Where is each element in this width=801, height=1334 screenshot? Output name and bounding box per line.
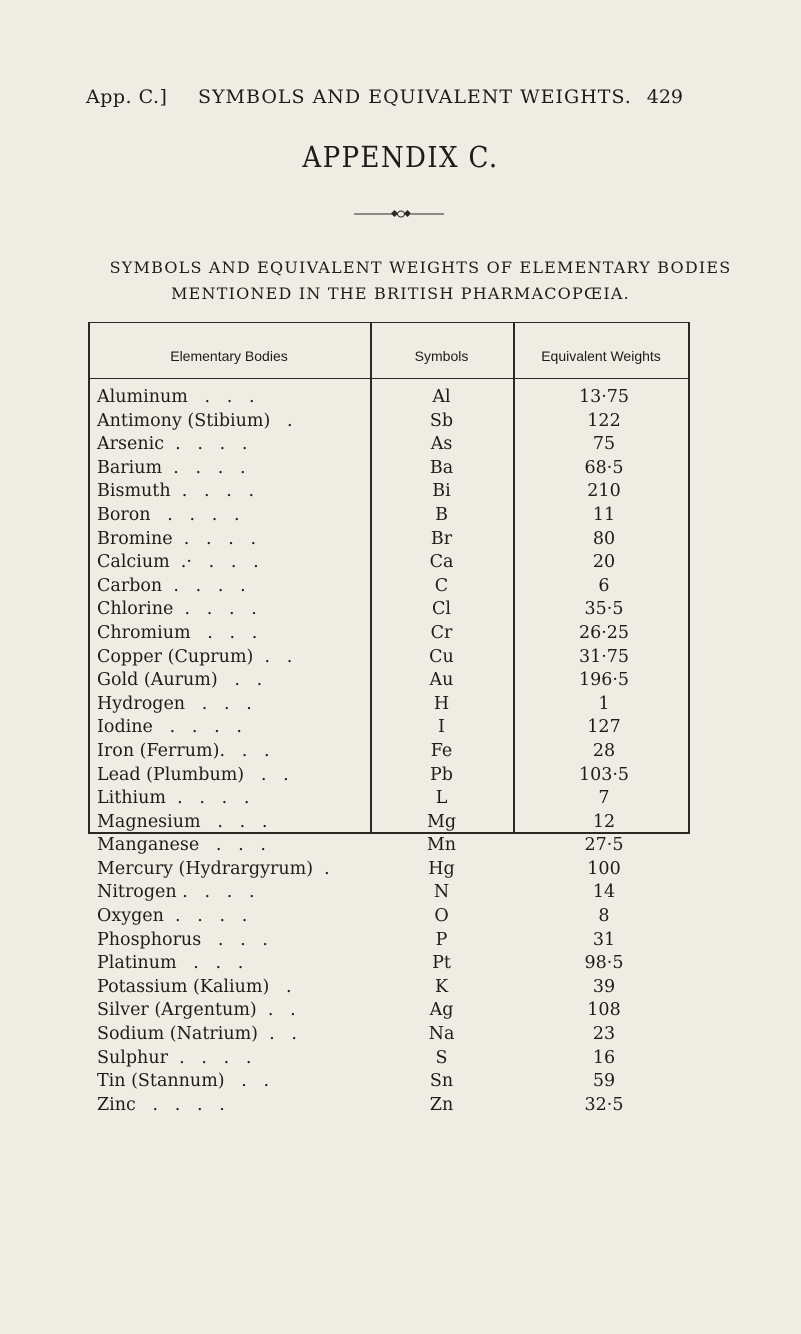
equivalent-weight: 108: [587, 1000, 621, 1021]
equivalent-weight: 12: [592, 811, 616, 832]
element-name: Gold (Aurum) . .: [97, 670, 263, 691]
equivalent-weight: 32·5: [584, 1094, 624, 1115]
element-name: Lithium . . . .: [97, 788, 250, 809]
running-head: [86, 86, 683, 116]
element-name: Aluminum . . .: [97, 387, 255, 407]
element-symbol: N: [433, 882, 450, 903]
equivalent-weight: 8: [598, 906, 610, 927]
table-row: [88, 764, 690, 788]
table-row: [88, 1023, 690, 1047]
element-symbol: Al: [432, 387, 451, 407]
element-name: Boron . . . .: [97, 504, 240, 525]
element-name: Sulphur . . . .: [97, 1047, 252, 1068]
equivalent-weight: 68·5: [584, 457, 624, 478]
element-symbol: Hg: [428, 858, 455, 879]
table-row: [88, 999, 690, 1023]
table-row: [88, 976, 690, 1000]
table-row: [88, 905, 690, 929]
element-name: Iodine . . . .: [97, 717, 242, 738]
table-row: [88, 669, 690, 693]
element-symbol: Pt: [432, 953, 451, 974]
equivalent-weight: 23: [592, 1024, 616, 1045]
element-symbol: Cu: [429, 646, 454, 667]
table-row: [88, 716, 690, 740]
table-row: [88, 834, 690, 858]
element-symbol: S: [435, 1047, 448, 1068]
element-symbol: Mn: [426, 835, 457, 856]
element-symbol: Ba: [429, 457, 454, 478]
equivalent-weight: 98·5: [584, 953, 624, 974]
element-symbol: Pb: [430, 764, 453, 785]
equivalent-weight: 210: [587, 481, 621, 502]
equivalent-weight: 31: [592, 929, 616, 950]
table-row: [88, 787, 690, 811]
table-row: [88, 1047, 690, 1071]
element-symbol: Sb: [429, 410, 454, 431]
table-row: [88, 622, 690, 646]
table-row: [88, 952, 690, 976]
equivalent-weight: 103·5: [578, 764, 630, 785]
element-symbol: Cr: [430, 622, 453, 643]
element-name: Hydrogen . . .: [97, 693, 252, 714]
equivalent-weight: 16: [592, 1047, 616, 1068]
element-name: Phosphorus . . .: [97, 929, 268, 950]
subtitle-line-1: SYMBOLS AND EQUIVALENT WEIGHTS OF ELEMENTARY BODIES: [109, 258, 732, 277]
element-name: Zinc . . . .: [97, 1094, 225, 1115]
element-name: Sodium (Natrium) . .: [97, 1024, 297, 1045]
equivalent-weight: 11: [592, 504, 616, 525]
element-symbol: Na: [428, 1024, 455, 1045]
element-symbol: Fe: [430, 740, 453, 761]
element-name: Barium . . . .: [97, 457, 246, 478]
equivalent-weight: 39: [592, 976, 616, 997]
element-symbol: H: [433, 693, 450, 714]
header-symbols: Symbols: [414, 348, 469, 364]
element-symbol: As: [430, 434, 453, 455]
equivalent-weight: 1: [598, 693, 610, 714]
element-symbol: I: [438, 717, 445, 738]
element-name: Tin (Stannum) . .: [97, 1071, 270, 1092]
element-symbol: P: [435, 929, 448, 950]
table-row: [88, 1070, 690, 1094]
equivalent-weight: 100: [587, 858, 621, 879]
header-elementary-bodies: Elementary Bodies: [170, 348, 288, 364]
element-name: Copper (Cuprum) . .: [97, 646, 293, 667]
table-row: [88, 457, 690, 481]
table-row: [88, 811, 690, 835]
element-name: Silver (Argentum) . .: [97, 1000, 296, 1021]
table-row: [88, 575, 690, 599]
table-header-rule: [88, 378, 690, 379]
equivalent-weight: 127: [587, 717, 621, 738]
table-row: [88, 386, 690, 410]
table-row: [88, 646, 690, 670]
table-row: [88, 1094, 690, 1118]
element-symbol: L: [435, 788, 448, 809]
table-row: [88, 433, 690, 457]
element-name: Chlorine . . . .: [97, 599, 257, 620]
equivalent-weight: 80: [592, 528, 616, 549]
table-row: [88, 929, 690, 953]
equivalent-weight: 13·75: [578, 387, 630, 407]
element-name: Lead (Plumbum) . .: [97, 764, 289, 785]
equivalent-weight: 122: [587, 410, 621, 431]
table-row: [88, 740, 690, 764]
element-symbol: Bi: [432, 481, 451, 502]
equivalent-weight: 26·25: [578, 622, 630, 643]
equivalent-weight: 28: [592, 740, 616, 761]
running-title: SYMBOLS AND EQUIVALENT WEIGHTS.: [198, 86, 632, 108]
table-row: [88, 598, 690, 622]
element-name: Platinum . . .: [97, 953, 244, 974]
equivalent-weight: 14: [592, 882, 616, 903]
table-row: [88, 480, 690, 504]
table-row: [88, 858, 690, 882]
equivalent-weight: 59: [592, 1071, 616, 1092]
element-symbol: Br: [430, 528, 453, 549]
table-row: [88, 528, 690, 552]
equivalent-weight: 196·5: [578, 670, 630, 691]
element-symbol: O: [434, 906, 449, 927]
element-name: Iron (Ferrum). . .: [97, 740, 270, 761]
element-name: Mercury (Hydrargyrum) .: [97, 858, 330, 879]
element-symbol: Cl: [432, 599, 451, 620]
element-name: Magnesium . . .: [97, 811, 268, 832]
equivalent-weight: 35·5: [584, 599, 624, 620]
element-symbol: Zn: [429, 1094, 454, 1115]
subtitle-line-2: MENTIONED IN THE BRITISH PHARMACOPŒIA.: [171, 284, 630, 303]
table-top-rule: [88, 322, 690, 323]
table-row: [88, 693, 690, 717]
element-name: Arsenic . . . .: [97, 434, 248, 455]
element-symbol: B: [435, 504, 448, 525]
header-equivalent-weights: Equivalent Weights: [541, 348, 661, 364]
equivalent-weight: 27·5: [584, 835, 624, 856]
element-name: Potassium (Kalium) .: [97, 976, 292, 997]
element-name: Antimony (Stibium) .: [97, 410, 293, 431]
element-symbol: Sn: [429, 1071, 454, 1092]
page-title: APPENDIX C.: [302, 140, 499, 174]
equivalent-weight: 20: [592, 552, 616, 573]
table-body: [88, 386, 690, 1117]
equivalent-weight: 31·75: [578, 646, 630, 667]
element-symbol: Ag: [429, 1000, 454, 1021]
element-name: Bismuth . . . .: [97, 481, 255, 502]
element-symbol: C: [434, 575, 449, 596]
element-name: Nitrogen . . . .: [97, 882, 255, 903]
element-name: Carbon . . . .: [97, 575, 246, 596]
appendix-marker: App. C.]: [86, 86, 168, 108]
element-symbol: Mg: [426, 811, 457, 832]
element-symbol: Ca: [429, 552, 454, 573]
element-name: Bromine . . . .: [97, 528, 257, 549]
ornament-divider-icon: [354, 208, 444, 220]
page-number: 429: [646, 86, 683, 108]
element-name: Calcium .· . . .: [97, 552, 259, 573]
element-name: Oxygen . . . .: [97, 906, 248, 927]
element-name: Chromium . . .: [97, 622, 258, 643]
element-symbol: Au: [429, 670, 454, 691]
element-name: Manganese . . .: [97, 835, 266, 856]
table-row: [88, 881, 690, 905]
equivalent-weight: 6: [598, 575, 610, 596]
equivalent-weight: 75: [592, 434, 616, 455]
table-row: [88, 551, 690, 575]
elements-table: [88, 322, 690, 1115]
element-symbol: K: [434, 976, 449, 997]
equivalent-weight: 7: [598, 788, 610, 809]
table-row: [88, 504, 690, 528]
table-row: [88, 410, 690, 434]
